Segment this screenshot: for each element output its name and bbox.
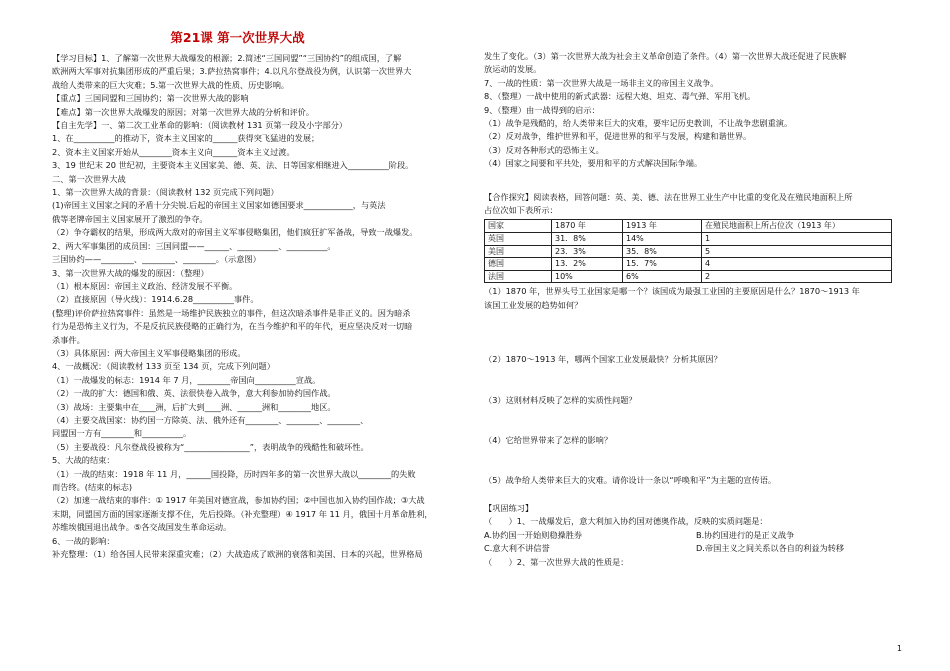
table-cell: 35．8% xyxy=(623,245,702,258)
table-cell: 美国 xyxy=(485,245,552,258)
text-line: （4）国家之间要和平共处，要用和平的方式解决国际争端。 xyxy=(484,158,703,169)
option-d: D.帝国主义之间关系以各自的利益为转移 xyxy=(696,543,845,554)
option-c: C.意大利不讲信誉 xyxy=(484,543,550,554)
table-header-row xyxy=(485,220,892,233)
text-line: 欧洲两大军事对抗集团形成的严重后果；3.萨拉热窝事件；4.以凡尔登战役为例，认识第一次世界大 xyxy=(52,66,412,77)
text-line: 杀事件。 xyxy=(52,334,85,345)
table-cell: 5 xyxy=(702,245,892,258)
text-line: 补充整理：（1）给各国人民带来深重灾难；（2）大战造成了欧洲的衰落和美国、日本的兴起，世界格局 xyxy=(52,549,423,560)
text-line: 8、（整理）一战中使用的新式武器：远程大炮、坦克、毒气弹、军用飞机。 xyxy=(484,91,756,102)
text-line: （2）争夺霸权的结果，形成两大敌对的帝国主义军事侵略集团，他们疯狂扩军备战，导致一战爆发。 xyxy=(52,227,418,238)
practice-item-1: （ ）1、一战爆发后，意大利加入协约国对德奥作战，反映的实质问题是： xyxy=(484,516,768,527)
text-line: 发生了变化。（3）第一次世界大战为社会主义革命创造了条件。（4）第一次世界大战还促进了民族解 xyxy=(484,51,847,61)
text-line: 占位次如下表所示： xyxy=(484,205,558,216)
text-line: （2）一战的扩大：德国和俄、英、法很快卷入战争，意大利参加协约国作战。 xyxy=(52,388,336,399)
text-line: （1）根本原因：帝国主义政治、经济发展不平衡。 xyxy=(52,280,238,291)
text-line: 俄等老牌帝国主义国家展开了激烈的争夺。 xyxy=(52,213,208,224)
table-cell: 10% xyxy=(552,270,623,283)
industry-table xyxy=(484,219,892,283)
text-line: 战给人类带来的巨大灾难；5.第一次世界大战的性质、历史影响。 xyxy=(52,79,290,90)
left-column xyxy=(52,52,472,561)
text-line: （1）一战的结束：1918 年 11 月，______国投降，历时四年多的第一次世界大战以________的失败 xyxy=(52,468,416,479)
text-line: (1)帝国主义国家之间的矛盾十分尖锐.后起的帝国主义国家如德国要求____________，与英法 xyxy=(52,200,386,211)
table-header-cell: 在殖民地面积上所占位次（1913 年） xyxy=(702,220,892,233)
text-line: （3）反对各种形式的恐怖主义。 xyxy=(484,144,604,155)
text-line: （2）反对战争，维护世界和平，促进世界的和平与发展，构建和谐世界。 xyxy=(484,131,752,142)
text-line: 3、19 世纪末 20 世纪初，主要资本主义国家美、德、英、法、日等国家相继进入__________阶段。 xyxy=(52,160,414,171)
question-1: （1）1870 年，世界头号工业国家是哪一个？该国成为最强工业国的主要原因是什么？1870～1913 年 xyxy=(484,286,860,297)
page-number: 1 xyxy=(896,644,902,653)
table-cell: 31．8% xyxy=(552,233,623,246)
text-line: （3）战场：主要集中在____洲，后扩大到____洲、______洲和________地区。 xyxy=(52,401,336,412)
text-line: 1、在__________的推动下，资本主义国家的______获得突飞猛进的发展； xyxy=(52,133,320,144)
text-line: 而告终。(结束的标志) xyxy=(52,482,133,492)
table-cell: 13．2% xyxy=(552,258,623,271)
text-line: 1、第一次世界大战的背景：（阅读教材 132 页完成下列问题） xyxy=(52,187,279,198)
question-5: （5）战争给人类带来巨大的灾难。请你设计一条以“呼唤和平”为主题的宣传语。 xyxy=(484,475,777,486)
table-row xyxy=(485,258,892,271)
question-2: （2）1870～1913 年，哪两个国家工业发展最快？分析其原因？ xyxy=(484,354,722,365)
text-line: （1）战争是残酷的，给人类带来巨大的灾难，要牢记历史教训，不让战争悲剧重演。 xyxy=(484,118,793,129)
practice-options-row xyxy=(484,529,904,542)
table-header-cell: 1913 年 xyxy=(623,220,702,233)
text-line: （5）主要战役：凡尔登战役被称为“________________”，表明战争的残酷性和破坏性。 xyxy=(52,441,369,452)
practice-heading: 【巩固练习】 xyxy=(484,502,534,513)
practice-item-2: （ ）2、第一次世界大战的性质是： xyxy=(484,556,629,567)
text-line: （2）直接原因（导火线）：1914.6.28__________事件。 xyxy=(52,294,259,305)
text-line: 放运动的发展。 xyxy=(484,64,542,75)
table-cell: 法国 xyxy=(485,270,552,283)
text-line: 4、一战概况：（阅读教材 133 页至 134 页，完成下列问题） xyxy=(52,361,275,372)
text-line: 5、大战的结束： xyxy=(52,455,115,466)
text-line: （4）主要交战国家：协约国一方除英、法、俄外还有________、________、________、 xyxy=(52,414,369,425)
text-line: 三国协约——________、________、________。（示意图） xyxy=(52,254,261,265)
text-line: （3）具体原因：两大帝国主义军事侵略集团的形成。 xyxy=(52,347,246,358)
question-3: （3）这则材料反映了怎样的实质性问题？ xyxy=(484,394,637,405)
table-cell: 英国 xyxy=(485,233,552,246)
text-line: 二、第一次世界大战 xyxy=(52,173,126,184)
table-row xyxy=(485,270,892,283)
table-header-cell: 国家 xyxy=(485,220,552,233)
table-row xyxy=(485,233,892,246)
table-cell: 14% xyxy=(623,233,702,246)
text-line: （1）一战爆发的标志：1914 年 7 月，________帝国向__________宣战。 xyxy=(52,374,321,385)
practice-options-row xyxy=(484,542,904,555)
option-b: B.协约国进行的是正义战争 xyxy=(696,529,795,540)
text-line: 2、两大军事集团的成员国：三国同盟——______、__________、__________。 xyxy=(52,240,336,251)
text-line: 2、资本主义国家开始从________资本主义向______资本主义过渡。 xyxy=(52,146,295,157)
text-line: 同盟国一方有________和__________。 xyxy=(52,428,192,439)
table-cell: 6% xyxy=(623,270,702,283)
text-line: 行为是恐怖主义行为，不是反抗民族侵略的正确行为，在当今维护和平的年代，更应坚决反对一切暗 xyxy=(52,321,413,332)
text-line: 【重点】三国同盟和三国协约；第一次世界大战的影响 xyxy=(52,93,249,104)
right-column xyxy=(484,50,904,569)
text-line: 7、一战的性质：第一次世界大战是一场非主义的帝国主义战争。 xyxy=(484,77,719,88)
lesson-title: 第21课 第一次世界大战 xyxy=(170,30,305,45)
table-cell: 1 xyxy=(702,233,892,246)
table-row xyxy=(485,245,892,258)
text-line: 【自主先学】一、第二次工业革命的影响：（阅读教材 131 页第一段及小字部分） xyxy=(52,120,348,131)
text-line: （2）加速一战结束的事件：① 1917 年美国对德宣战，参加协约国；②中国也加入协约国作战；③大战 xyxy=(52,495,425,506)
table-cell: 15．7% xyxy=(623,258,702,271)
table-header-cell: 1870 年 xyxy=(552,220,623,233)
text-line: 3、第一次世界大战的爆发的原因：（整理） xyxy=(52,267,209,278)
text-line: 6、一战的影响： xyxy=(52,535,115,546)
question-4: （4）它给世界带来了怎样的影响？ xyxy=(484,435,613,446)
table-cell: 2 xyxy=(702,270,892,283)
option-a: A.协约国一开始则稳操胜券 xyxy=(484,529,583,540)
table-cell: 23．3% xyxy=(552,245,623,258)
text-line: 苏维埃俄国退出战争。⑤各交战国发生革命运动。 xyxy=(52,522,232,533)
question-1-cont: 该国工业发展的趋势如何？ xyxy=(484,299,583,310)
table-cell: 德国 xyxy=(485,258,552,271)
cooperation-heading: 【合作探究】阅读表格，回答问题：英、美、德、法在世界工业生产中比重的变化及在殖民地面积上所 xyxy=(484,191,853,202)
text-line: 末期，同盟国方面的国家逐渐支撑不住，先后投降。（补充整理）④ 1917 年 11 月，俄国十月革命胜利， xyxy=(52,508,433,519)
text-line: (整理)评价萨拉热窝事件：虽然是一场维护民族独立的事件，但这次暗杀事件是非正义的。因为暗杀 xyxy=(52,307,411,318)
text-line: 【学习目标】1、了解第一次世界大战爆发的根源；2.简述“三国同盟”“三国协约”的组成国，了解 xyxy=(52,53,402,63)
text-line: 【难点】第一次世界大战爆发的原因；对第一次世界大战的分析和评价。 xyxy=(52,106,315,117)
table-cell: 4 xyxy=(702,258,892,271)
text-line: 9、（整理）由一战得到的启示： xyxy=(484,104,600,115)
